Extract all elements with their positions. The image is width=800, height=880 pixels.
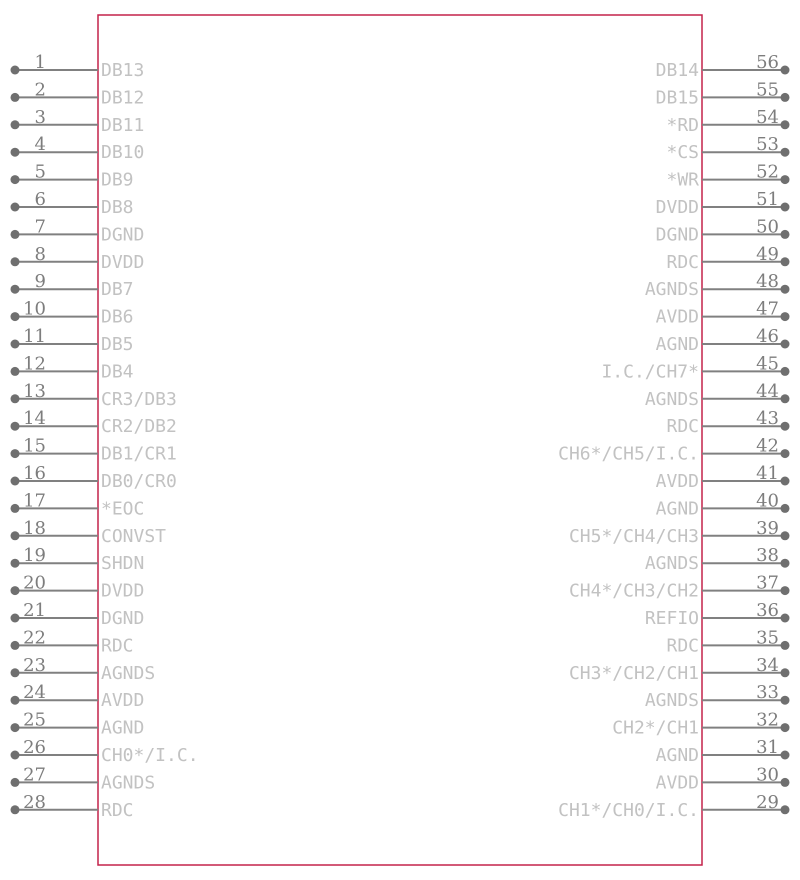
pin-terminal-dot <box>11 614 20 623</box>
pin-56 <box>656 52 790 81</box>
pin-44 <box>645 381 790 410</box>
pin-29 <box>558 792 789 821</box>
pin-terminal-dot <box>11 340 20 349</box>
pin-name: CONVST <box>101 525 167 547</box>
pin-number: 14 <box>23 408 46 430</box>
pin-terminal-dot <box>781 175 790 184</box>
pin-name: *RD <box>666 114 699 136</box>
pin-number: 25 <box>23 709 46 731</box>
pin-51 <box>656 189 790 218</box>
pin-terminal-dot <box>11 778 20 787</box>
pin-45 <box>601 353 789 382</box>
pin-name: CH0*/I.C. <box>101 745 199 766</box>
pin-name: REFIO <box>644 608 699 629</box>
pin-number: 3 <box>34 106 46 128</box>
pin-number: 37 <box>756 572 779 594</box>
pin-32 <box>612 710 789 739</box>
pin-number: 43 <box>756 408 779 430</box>
pin-number: 1 <box>34 52 46 73</box>
pin-terminal-dot <box>11 175 20 184</box>
pin-name: *CS <box>666 142 699 164</box>
pin-24 <box>11 682 145 711</box>
pin-39 <box>569 518 790 547</box>
pin-name: DB11 <box>101 114 145 136</box>
pin-number: 8 <box>34 243 46 265</box>
pin-terminal-dot <box>11 559 20 568</box>
pin-23 <box>11 655 156 684</box>
pin-number: 32 <box>756 709 779 731</box>
pin-number: 5 <box>34 161 46 183</box>
pin-name: AVDD <box>655 306 699 328</box>
pin-49 <box>666 244 789 273</box>
pin-terminal-dot <box>11 66 20 75</box>
pin-42 <box>558 436 789 465</box>
pin-name: DB5 <box>101 334 134 355</box>
pin-22 <box>11 627 134 656</box>
pin-terminal-dot <box>781 586 790 595</box>
pin-number: 16 <box>23 463 46 484</box>
pin-number: 19 <box>23 545 46 567</box>
pin-name: AGNDS <box>101 662 156 684</box>
pin-number: 11 <box>23 326 46 347</box>
pin-name: AVDD <box>101 690 145 712</box>
pin-15 <box>11 436 177 465</box>
pin-terminal-dot <box>781 285 790 294</box>
pin-number: 53 <box>756 134 779 156</box>
pin-9 <box>11 271 134 300</box>
pin-name: DB0/CR0 <box>101 471 177 492</box>
pin-terminal-dot <box>781 668 790 677</box>
pin-name: CH2*/CH1 <box>612 717 699 739</box>
pin-name: DB13 <box>101 60 145 81</box>
pin-terminal-dot <box>781 778 790 787</box>
pin-terminal-dot <box>781 559 790 568</box>
pin-number: 7 <box>34 216 46 238</box>
pin-33 <box>645 682 790 711</box>
pin-terminal-dot <box>11 805 20 814</box>
pin-17 <box>11 490 145 519</box>
pin-name: CH3*/CH2/CH1 <box>568 662 699 684</box>
pin-4 <box>11 134 145 163</box>
pin-47 <box>656 299 790 328</box>
pin-name: AGNDS <box>644 279 699 301</box>
pin-terminal-dot <box>781 120 790 129</box>
pin-28 <box>11 792 134 821</box>
pin-name: RDC <box>101 635 134 657</box>
pin-terminal-dot <box>781 93 790 102</box>
pin-name: DVDD <box>101 580 145 602</box>
pin-number: 13 <box>23 380 46 402</box>
pin-46 <box>656 326 790 355</box>
pin-number: 51 <box>756 189 779 210</box>
pin-name: DVDD <box>101 251 145 273</box>
pin-name: DB7 <box>101 279 134 301</box>
pin-31 <box>656 737 790 766</box>
pin-name: AGND <box>655 745 699 766</box>
pin-53 <box>666 134 789 163</box>
pin-name: CH4*/CH3/CH2 <box>568 580 699 602</box>
pin-terminal-dot <box>11 394 20 403</box>
pin-name: AVDD <box>655 471 699 492</box>
pin-name: AVDD <box>655 772 699 794</box>
pin-terminal-dot <box>11 504 20 513</box>
pin-38 <box>645 545 790 574</box>
pin-number: 49 <box>756 243 779 265</box>
pin-number: 24 <box>23 682 46 704</box>
pin-terminal-dot <box>11 93 20 102</box>
pin-name: DB1/CR1 <box>101 443 177 465</box>
pin-terminal-dot <box>781 422 790 431</box>
pin-terminal-dot <box>11 422 20 431</box>
pin-name: RDC <box>666 635 699 657</box>
pin-name: DB15 <box>655 87 699 109</box>
pin-terminal-dot <box>781 257 790 266</box>
pin-terminal-dot <box>781 449 790 458</box>
pin-terminal-dot <box>11 449 20 458</box>
pin-number: 9 <box>34 271 46 293</box>
pin-number: 56 <box>756 52 779 73</box>
pin-terminal-dot <box>781 312 790 321</box>
pin-terminal-dot <box>11 203 20 212</box>
pin-number: 47 <box>756 298 779 320</box>
pin-name: DB12 <box>101 87 145 109</box>
pin-name: DGND <box>101 224 145 246</box>
pin-1 <box>11 52 145 81</box>
pin-2 <box>11 79 145 108</box>
pin-26 <box>11 737 199 766</box>
pin-number: 21 <box>23 600 46 621</box>
pin-terminal-dot <box>781 203 790 212</box>
pin-name: DB14 <box>655 60 699 81</box>
pin-10 <box>11 299 134 328</box>
pin-number: 17 <box>23 490 46 512</box>
pin-name: AGNDS <box>101 772 156 794</box>
pin-number: 28 <box>23 791 46 813</box>
pin-name: RDC <box>101 799 134 821</box>
pin-name: RDC <box>666 416 699 438</box>
pin-name: AGND <box>655 498 699 520</box>
pin-name: CH5*/CH4/CH3 <box>568 525 699 547</box>
pin-30 <box>656 764 790 793</box>
pin-name: CH1*/CH0/I.C. <box>558 799 699 821</box>
pin-37 <box>569 573 790 602</box>
pin-27 <box>11 764 156 793</box>
pin-35 <box>666 627 789 656</box>
pin-number: 12 <box>23 353 46 375</box>
pin-number: 45 <box>756 353 779 375</box>
pin-54 <box>666 107 789 136</box>
pin-terminal-dot <box>11 312 20 321</box>
pin-name: DB6 <box>101 306 134 328</box>
pin-3 <box>11 107 145 136</box>
pin-terminal-dot <box>11 668 20 677</box>
pin-terminal-dot <box>781 805 790 814</box>
pin-20 <box>11 573 145 602</box>
pin-terminal-dot <box>11 696 20 705</box>
pin-terminal-dot <box>781 641 790 650</box>
pin-terminal-dot <box>781 394 790 403</box>
pin-25 <box>11 710 145 739</box>
pin-number: 40 <box>756 490 779 512</box>
pin-terminal-dot <box>11 641 20 650</box>
pin-terminal-dot <box>781 148 790 157</box>
pin-name: *WR <box>666 169 699 191</box>
pin-number: 4 <box>34 134 46 156</box>
pin-name: DB4 <box>101 361 134 383</box>
pin-name: DGND <box>655 224 699 246</box>
pin-number: 36 <box>756 600 779 621</box>
pin-6 <box>11 189 134 218</box>
pin-terminal-dot <box>11 148 20 157</box>
pin-name: AGND <box>101 717 145 739</box>
pin-terminal-dot <box>781 751 790 760</box>
pin-number: 39 <box>756 517 779 539</box>
pin-number: 23 <box>23 654 46 676</box>
pin-14 <box>11 408 177 437</box>
pin-name: I.C./CH7* <box>601 361 699 383</box>
pin-number: 26 <box>23 737 46 758</box>
pin-terminal-dot <box>11 586 20 595</box>
pin-terminal-dot <box>11 531 20 540</box>
pin-terminal-dot <box>781 367 790 376</box>
pin-terminal-dot <box>11 477 20 486</box>
pin-terminal-dot <box>11 257 20 266</box>
pin-number: 44 <box>756 380 779 402</box>
pin-terminal-dot <box>781 531 790 540</box>
pin-50 <box>656 216 790 245</box>
pin-terminal-dot <box>781 696 790 705</box>
pin-40 <box>656 490 790 519</box>
pin-terminal-dot <box>781 723 790 732</box>
right-pin-column <box>558 52 789 821</box>
pin-name: AGNDS <box>644 553 699 575</box>
pin-name: RDC <box>666 251 699 273</box>
pin-36 <box>645 600 790 629</box>
pin-name: DB10 <box>101 142 145 164</box>
pin-number: 10 <box>23 298 46 320</box>
pin-5 <box>11 162 134 191</box>
pin-number: 54 <box>756 106 779 128</box>
pin-number: 27 <box>23 764 46 786</box>
pin-terminal-dot <box>11 230 20 239</box>
pin-terminal-dot <box>781 614 790 623</box>
pin-number: 18 <box>23 517 46 539</box>
pin-8 <box>11 244 145 273</box>
pin-terminal-dot <box>11 751 20 760</box>
pin-43 <box>666 408 789 437</box>
pin-11 <box>11 326 134 355</box>
pin-55 <box>656 79 790 108</box>
pin-terminal-dot <box>11 120 20 129</box>
pin-number: 29 <box>756 791 779 813</box>
pin-48 <box>645 271 790 300</box>
pin-number: 46 <box>756 326 779 347</box>
pin-number: 15 <box>23 435 46 457</box>
pin-16 <box>11 463 177 492</box>
pin-terminal-dot <box>781 340 790 349</box>
pin-number: 22 <box>23 627 46 649</box>
pin-terminal-dot <box>781 66 790 75</box>
pin-name: DVDD <box>655 197 699 218</box>
pin-name: SHDN <box>101 553 145 575</box>
pin-number: 42 <box>756 435 779 457</box>
pin-number: 33 <box>756 682 779 704</box>
pin-name: DB9 <box>101 169 134 191</box>
pin-terminal-dot <box>781 230 790 239</box>
pin-terminal-dot <box>11 723 20 732</box>
pin-13 <box>11 381 177 410</box>
pin-terminal-dot <box>781 504 790 513</box>
pin-number: 41 <box>756 463 779 484</box>
pin-name: CH6*/CH5/I.C. <box>558 443 699 465</box>
pin-41 <box>656 463 790 492</box>
pin-name: AGND <box>655 334 699 355</box>
pin-name: DB8 <box>101 197 134 218</box>
pin-name: *EOC <box>101 498 145 520</box>
pin-name: DGND <box>101 608 145 629</box>
pin-terminal-dot <box>781 477 790 486</box>
pin-number: 30 <box>756 764 779 786</box>
pin-number: 6 <box>34 189 46 210</box>
pin-name: AGNDS <box>644 388 699 410</box>
pin-number: 20 <box>23 572 46 594</box>
pin-number: 35 <box>756 627 779 649</box>
pin-21 <box>11 600 145 629</box>
pin-34 <box>569 655 790 684</box>
pin-number: 50 <box>756 216 779 238</box>
pin-number: 52 <box>756 161 779 183</box>
pin-7 <box>11 216 145 245</box>
pin-number: 34 <box>756 654 779 676</box>
pin-number: 38 <box>756 545 779 567</box>
pin-terminal-dot <box>11 367 20 376</box>
pin-number: 55 <box>756 79 779 101</box>
pin-name: AGNDS <box>644 690 699 712</box>
pin-number: 48 <box>756 271 779 293</box>
left-pin-column <box>11 52 199 821</box>
pin-18 <box>11 518 167 547</box>
pin-52 <box>666 162 789 191</box>
pin-terminal-dot <box>11 285 20 294</box>
pin-name: CR3/DB3 <box>101 388 177 410</box>
pin-12 <box>11 353 134 382</box>
pin-name: CR2/DB2 <box>101 416 177 438</box>
pin-number: 31 <box>756 737 779 758</box>
pin-19 <box>11 545 145 574</box>
pin-number: 2 <box>34 79 46 101</box>
